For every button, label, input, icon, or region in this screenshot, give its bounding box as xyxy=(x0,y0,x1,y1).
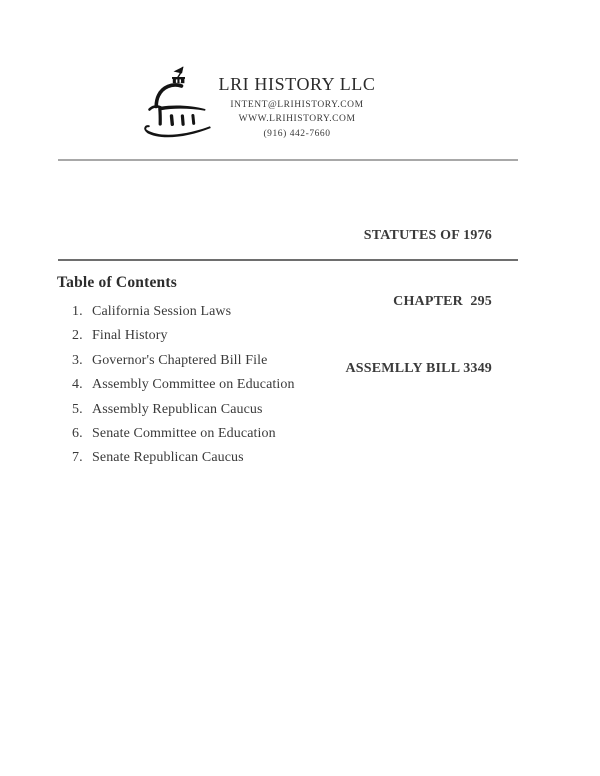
horizontal-rule-bottom xyxy=(58,259,518,261)
letterhead xyxy=(192,74,402,141)
toc-item xyxy=(72,328,295,352)
toc-heading: Table of Contents xyxy=(57,274,177,291)
toc-item xyxy=(72,426,295,450)
toc-list xyxy=(72,304,295,475)
toc-item-label: Senate Committee on Education xyxy=(92,425,276,441)
reference-line-bill: ASSEMLLY BILL 3349 xyxy=(345,361,492,377)
toc-item-number: 6. xyxy=(72,425,83,441)
toc-item-number: 7. xyxy=(72,450,83,466)
toc-item-number: 5. xyxy=(72,401,83,417)
toc-item-label: Senate Republican Caucus xyxy=(92,450,244,466)
toc-item xyxy=(72,377,295,401)
horizontal-rule-top xyxy=(58,159,518,161)
toc-item xyxy=(72,402,295,426)
toc-item-label: Final History xyxy=(92,328,168,344)
reference-line-chapter: CHAPTER 295 xyxy=(393,294,492,310)
toc-item xyxy=(72,450,295,474)
toc-item-label: California Session Laws xyxy=(92,304,232,319)
toc-item-label: Assembly Republican Caucus xyxy=(92,401,263,417)
toc-item xyxy=(72,304,295,328)
toc-item-number: 2. xyxy=(72,328,83,344)
reference-line-statutes: STATUTES OF 1976 xyxy=(363,227,492,243)
toc-item-number: 4. xyxy=(72,377,83,393)
company-website: WWW.LRIHISTORY.COM xyxy=(238,114,356,125)
toc-item-label: Assembly Committee on Education xyxy=(92,377,295,393)
toc-item-label: Governor's Chaptered Bill File xyxy=(92,352,268,368)
company-email: INTENT@LRIHISTORY.COM xyxy=(230,100,364,110)
toc-item-number: 1. xyxy=(72,304,83,319)
company-name: LRI HISTORY LLC xyxy=(218,74,376,94)
toc-item xyxy=(72,353,295,377)
company-phone: (916) 442-7660 xyxy=(263,128,331,139)
statute-reference-block xyxy=(345,180,492,425)
toc-item-number: 3. xyxy=(72,352,83,368)
